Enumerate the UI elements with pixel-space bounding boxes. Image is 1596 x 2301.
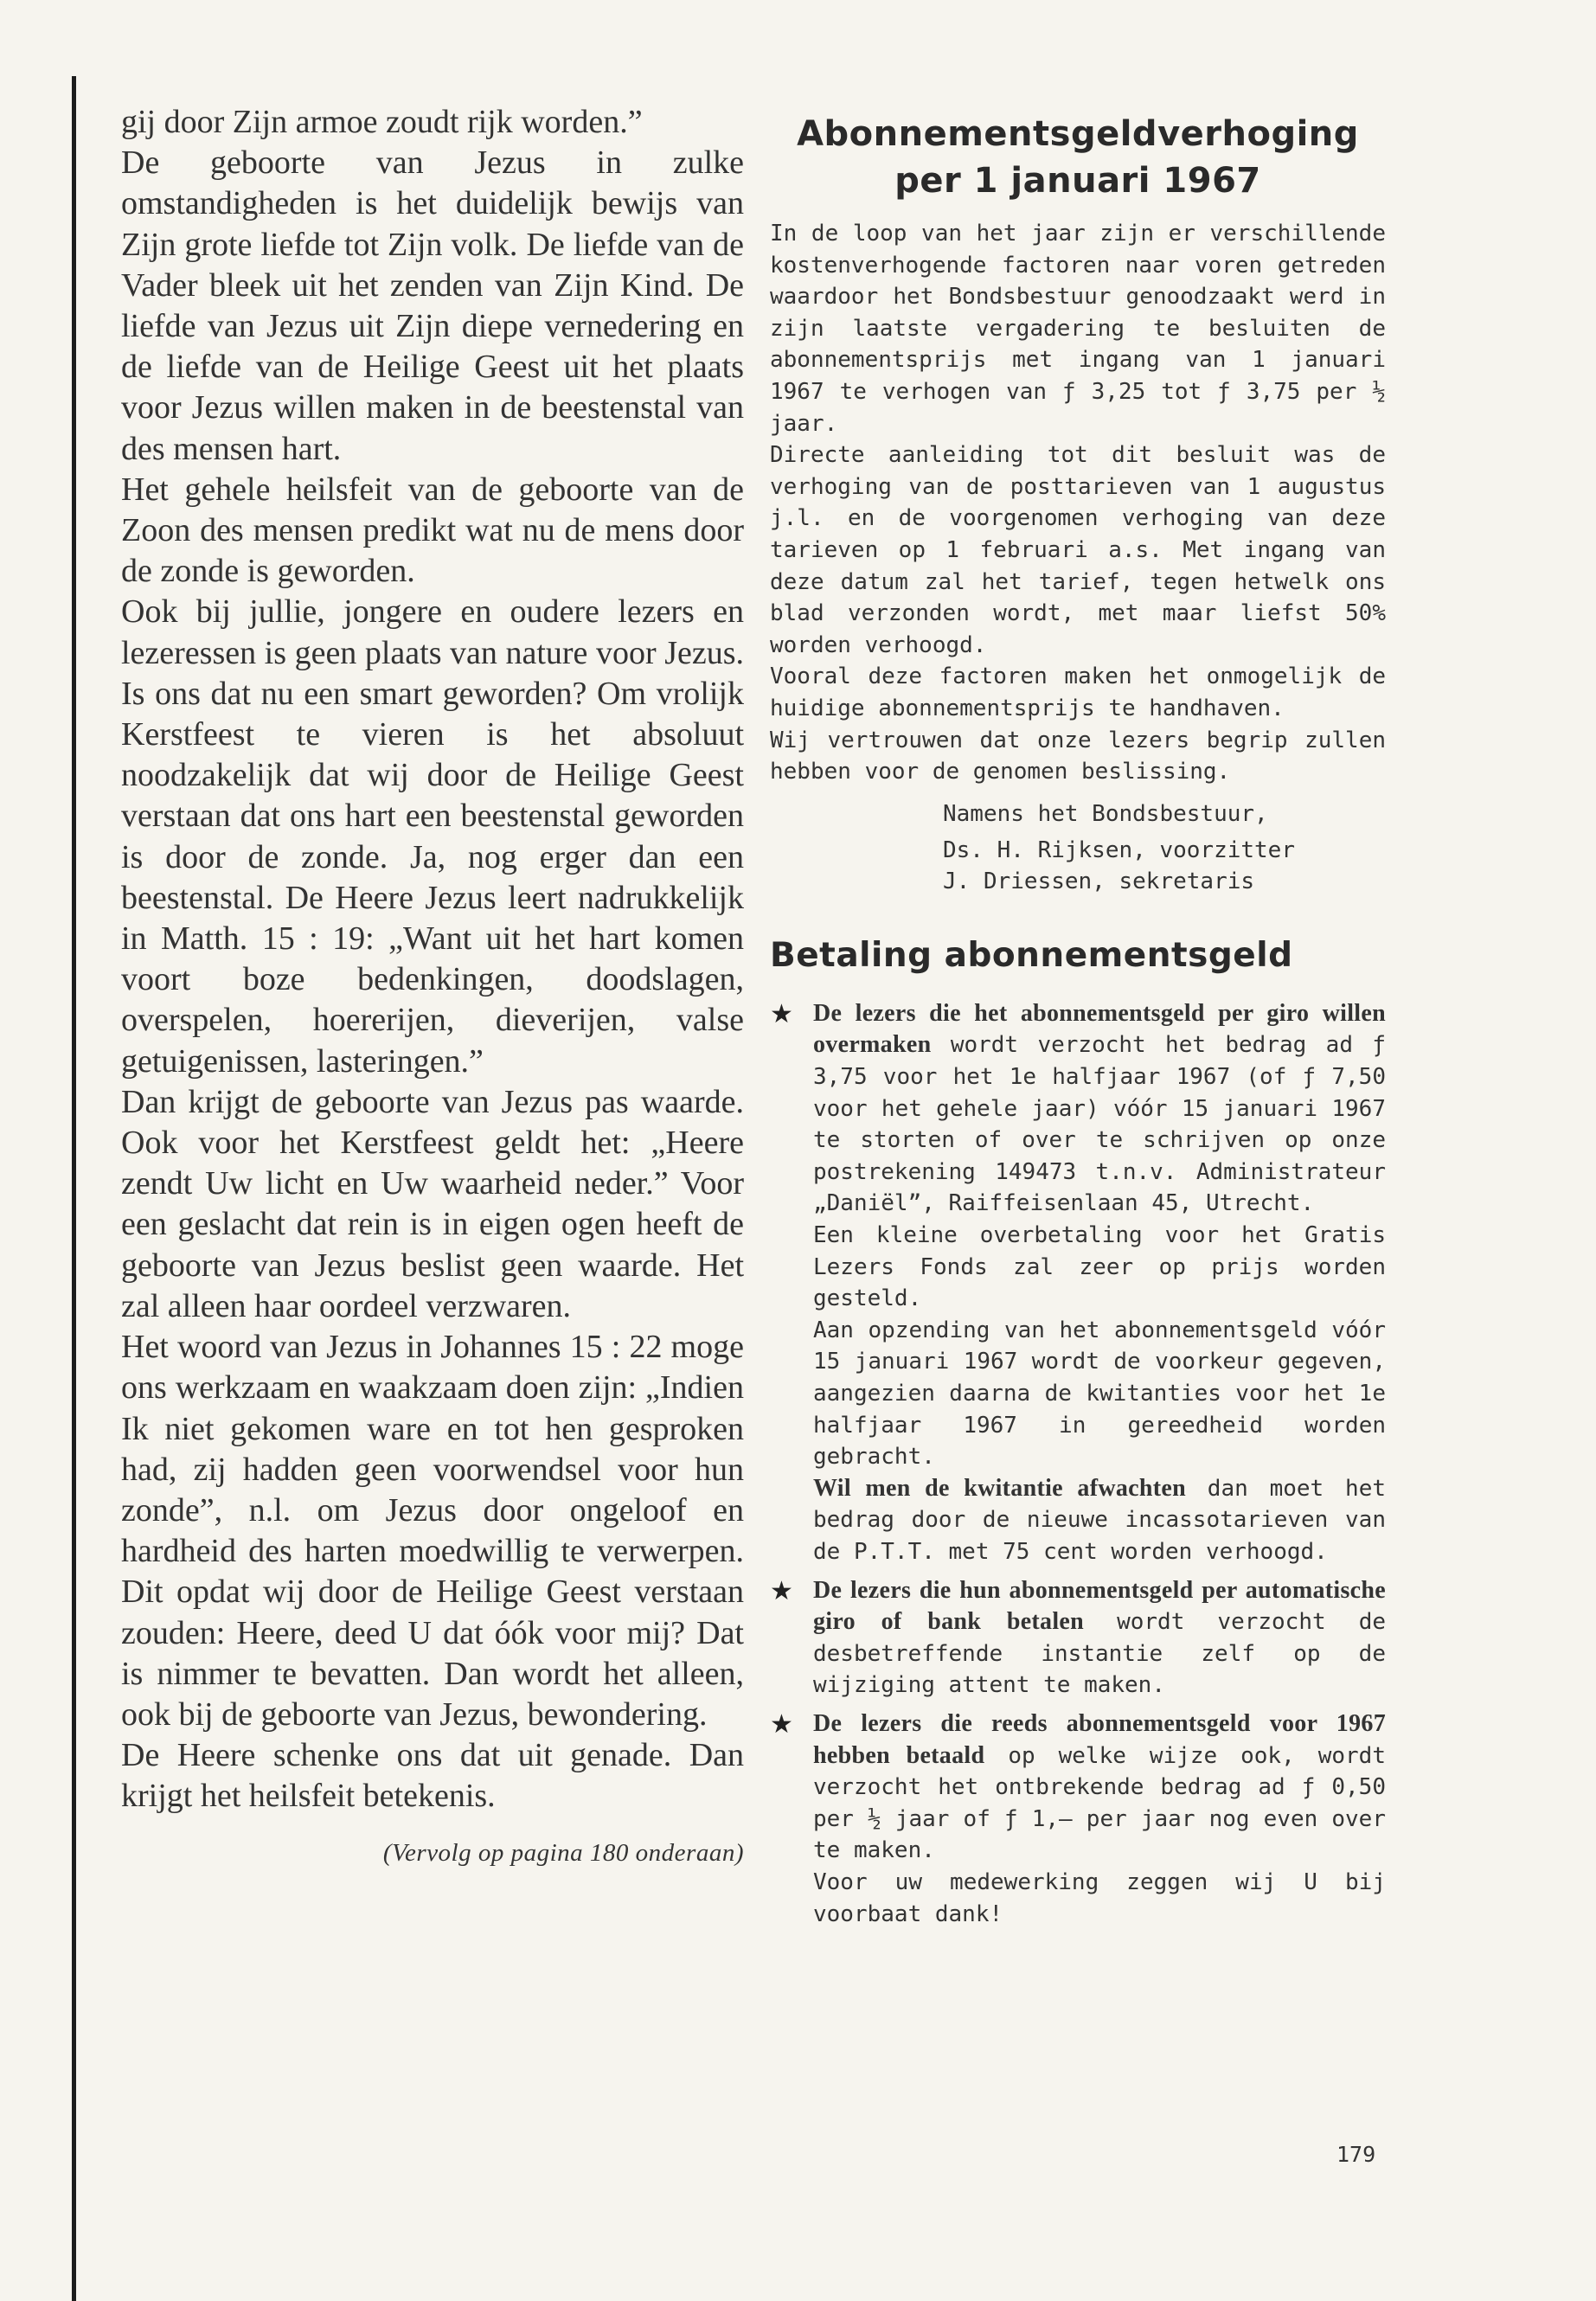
signature-line: Namens het Bondsbestuur, <box>943 800 1268 827</box>
notice-paragraph: Vooral deze factoren maken het onmogelijk de huidige abonnementsprijs te handhaven. <box>770 663 1386 721</box>
item-text: wordt verzocht het bedrag ad ƒ 3,75 voor het 1e halfjaar 1967 (of ƒ 7,50 voor het gehele jaar) vóór 15 januari 1967 te storten of over te schrijven op onze postrekening 149473 t.n.v. Administrateur „Daniël”, Raiffeisenlaan 45, Utrecht. <box>813 1032 1386 1217</box>
left-paragraph: Het woord van Jezus in Johannes 15 : 22 moge ons werkzaam en waakzaam doen zijn: „Indien Ik niet gekomen ware en tot hen gesproken had, zij hadden geen voorwendsel voor hun zonde”, n.l. om Jezus door ongeloof en hardheid des harten moedwillig te verwerpen. Dit opdat wij door de Heilige Geest verstaan zouden: Heere, deed U dat óók voor mij? Dat is nimmer te bevatten. Dan wordt het alleen, ook bij de geboorte van Jezus, bewondering. <box>121 1329 744 1733</box>
left-paragraph: Ook bij jullie, jongere en oudere lezers en lezeressen is geen plaats van nature voor Jezus. Is ons dat nu een smart geworden? Om vrolijk Kerstfeest te vieren is het absoluut noodzakelijk dat wij door de Heilige Geest verstaan dat ons hart een beestenstal geworden is door de zonde. Ja, nog erger dan een beestenstal. De Heere Jezus leert nadrukkelijk in Matth. 15 : 19: „Want uit het hart komen voort boze bedenkingen, doodslagen, overspelen, hoererijen, dieverijen, valse getuigenissen, lasteringen.” <box>121 593 744 1080</box>
item-paragraph <box>813 1708 1386 1867</box>
heading-line: per 1 januari 1967 <box>894 161 1261 201</box>
item-lead: De lezers die reeds abonnementsgeld voor 1967 hebben betaald <box>813 1709 1386 1769</box>
item-text: wordt verzocht de desbetreffende instantie zelf op de wijziging attent te maken. <box>813 1609 1386 1699</box>
item-text: op welke wijze ook, wordt verzocht het ontbrekende bedrag ad ƒ 0,50 per ½ jaar of ƒ 1,— per jaar nog even over te maken. <box>813 1742 1386 1864</box>
payment-item <box>770 998 1386 1568</box>
right-column-notices <box>770 111 1386 1930</box>
item-paragraph: Voor uw medewerking zeggen wij U bij voorbaat dank! <box>813 1868 1386 1927</box>
item-paragraph: Aan opzending van het abonnementsgeld vóór 15 januari 1967 wordt de voorkeur gegeven, aangezien daarna de kwitanties voor het 1e halfjaar 1967 in gereedheid worden gebracht. <box>813 1317 1386 1471</box>
left-paragraph: De Heere schenke ons dat uit genade. Dan krijgt het heilsfeit betekenis. <box>121 1737 744 1815</box>
star-icon: ★ <box>770 998 793 1029</box>
left-paragraph: gij door Zijn armoe zoudt rijk worden.” <box>121 104 643 140</box>
notice-paragraph: In de loop van het jaar zijn er verschillende kostenverhogende factoren naar voren getreden waardoor het Bondsbestuur genoodzaakt werd in zijn laatste vergadering te besluiten de abonnementsprijs met ingang van 1 januari 1967 te verhogen van ƒ 3,25 tot ƒ 3,75 per ½ jaar. <box>770 221 1386 437</box>
left-column-article <box>121 102 744 1874</box>
item-lead: De lezers die het abonnementsgeld per giro willen overmaken <box>813 999 1386 1059</box>
item-text: dan moet het bedrag door de nieuwe incassotarieven van de P.T.T. met 75 cent worden verhoogd. <box>813 1475 1386 1565</box>
page-number: 179 <box>1336 2142 1376 2167</box>
heading-line: Abonnementsgeldverhoging <box>797 114 1359 154</box>
star-icon: ★ <box>770 1708 793 1740</box>
item-lead: Wil men de kwitantie afwachten <box>813 1474 1186 1502</box>
price-increase-heading <box>770 111 1386 204</box>
payment-item <box>770 1575 1386 1702</box>
notice-paragraph: Wij vertrouwen dat onze lezers begrip zullen hebben voor de genomen beslissing. <box>770 727 1386 785</box>
payment-item <box>770 1708 1386 1930</box>
item-paragraph <box>813 1473 1386 1568</box>
left-paragraph: De geboorte van Jezus in zulke omstandigheden is het duidelijk bewijs van Zijn grote liefde tot Zijn volk. De liefde van de Vader bleek uit het zenden van Zijn Kind. De liefde van Jezus uit Zijn diepe vernedering en de liefde van de Heilige Geest uit het plaats voor Jezus willen maken in de beestenstal van des mensen hart. <box>121 144 744 467</box>
item-paragraph <box>813 1575 1386 1702</box>
continuation-note: (Vervolg op pagina 180 onderaan) <box>382 1838 744 1867</box>
signature-line: J. Driessen, sekretaris <box>943 868 1255 895</box>
star-icon: ★ <box>770 1575 793 1606</box>
item-lead: De lezers die hun abonnementsgeld per automatische giro of bank betalen <box>813 1576 1386 1636</box>
left-paragraph: Dan krijgt de geboorte van Jezus pas waarde. Ook voor het Kerstfeest geldt het: „Heere zendt Uw licht en Uw waarheid neder.” Voor een geslacht dat rein is in eigen ogen heeft de geboorte van Jezus beslist geen waarde. Het zal alleen haar oordeel verzwaren. <box>121 1083 744 1324</box>
payment-heading: Betaling abonnementsgeld <box>770 935 1293 975</box>
signature-line: Ds. H. Rijksen, voorzitter <box>943 836 1295 863</box>
binding-edge-rule <box>72 76 76 2301</box>
left-paragraph: Het gehele heilsfeit van de geboorte van de Zoon des mensen predikt wat nu de mens door de zonde is geworden. <box>121 471 744 590</box>
item-paragraph <box>813 998 1386 1220</box>
item-paragraph: Een kleine overbetaling voor het Gratis Lezers Fonds zal zeer op prijs worden gesteld. <box>813 1222 1386 1312</box>
notice-paragraph: Directe aanleiding tot dit besluit was de verhoging van de posttarieven van 1 augustus j.l. en de voorgenomen verhoging van deze tarieven op 1 februari a.s. Met ingang van deze datum zal het tarief, tegen hetwelk ons blad verzonden wordt, met maar liefst 50% worden verhoogd. <box>770 442 1386 658</box>
